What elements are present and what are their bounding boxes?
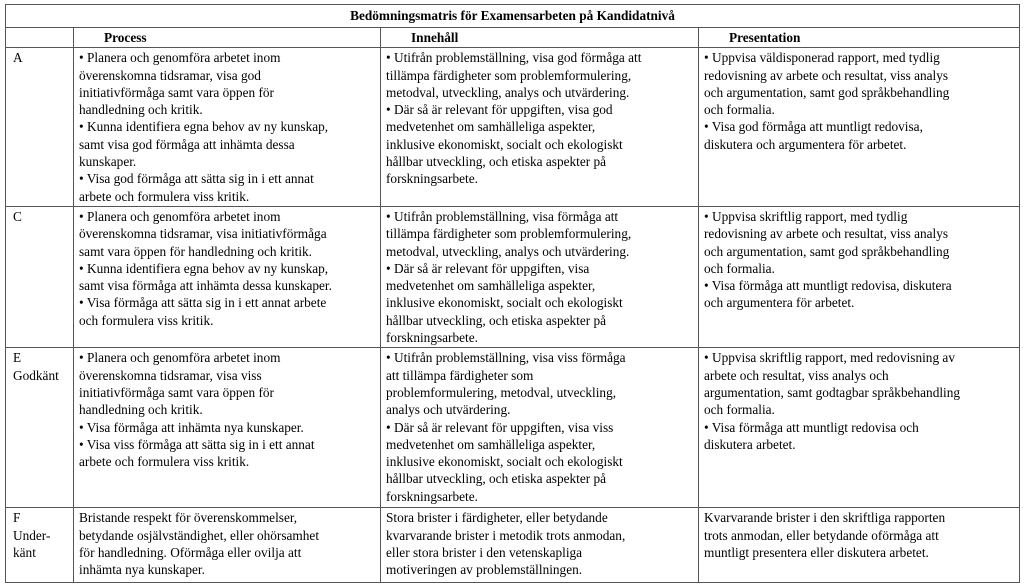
header-grade — [6, 28, 74, 48]
grade-cell — [6, 348, 74, 508]
text-line: • Uppvisa väldisponerad rapport, med tydlig — [704, 50, 940, 66]
text-line: Bristande respekt för överenskommelser, — [79, 510, 298, 526]
text-line: och argumentera för arbetet. — [704, 295, 855, 311]
text-line: forskningsarbete. — [386, 488, 478, 504]
text-line: inklusive ekonomiskt, socialt och ekologiskt — [386, 454, 623, 470]
grade-label: C — [13, 208, 22, 224]
text-line: hållbar utveckling, och etiska aspekter på — [386, 154, 607, 170]
text-line: redovisning av arbete och resultat, viss analys — [704, 67, 949, 83]
text-line: samt visa god förmåga att inhämta dessa — [79, 136, 295, 152]
presentation-cell — [699, 508, 1020, 583]
text-line: • Kunna identifiera egna behov av ny kunskap, — [79, 119, 329, 135]
text-line: Kvarvarande brister i den skriftliga rapporten — [704, 510, 946, 526]
text-line: eller stora brister i den vetenskapliga — [386, 544, 583, 560]
text-line: metodval, utveckling, analys och utvärdering. — [386, 84, 630, 100]
presentation-cell — [699, 48, 1020, 207]
text-line: inklusive ekonomiskt, socialt och ekologiskt — [386, 295, 623, 311]
grade-label: Godkänt — [13, 367, 59, 383]
text-line: • Kunna identifiera egna behov av ny kunskap, — [79, 260, 329, 276]
text-line: och formalia. — [704, 260, 775, 276]
text-line: inklusive ekonomiskt, socialt och ekologiskt — [386, 136, 623, 152]
grade-cell — [6, 48, 74, 207]
text-line: diskutera och argumentera för arbetet. — [704, 136, 907, 152]
text-line: • Utifrån problemställning, visa förmåga att — [386, 208, 619, 224]
grade-cell — [6, 206, 74, 347]
text-line: medvetenhet om samhälleliga aspekter, — [386, 436, 596, 452]
content-cell — [381, 508, 699, 583]
text-line: • Där så är relevant för uppgiften, visa viss — [386, 419, 614, 435]
text-line: samt vara öppen för handledning och kritik. — [79, 243, 313, 259]
text-line: analys och utvärdering. — [386, 402, 511, 418]
text-line: initiativförmåga samt vara öppen för — [79, 384, 274, 400]
process-cell — [74, 48, 381, 207]
process-cell — [74, 206, 381, 347]
text-line: hållbar utveckling, och etiska aspekter på — [386, 471, 607, 487]
text-line: tillämpa färdigheter som problemformulering, — [386, 67, 632, 83]
text-line: samt visa förmåga att inhämta dessa kunskaper. — [79, 278, 332, 294]
text-line: att tillämpa färdigheter som — [386, 367, 534, 383]
text-line: • Uppvisa skriftlig rapport, med redovisning av — [704, 350, 955, 366]
header-process: Process — [74, 28, 381, 48]
text-line: och argumentation, samt god språkbehandling — [704, 84, 950, 100]
text-line: för handledning. Oförmåga eller ovilja att — [79, 544, 302, 560]
text-line: • Visa god förmåga att muntligt redovisa, — [704, 119, 923, 135]
text-line: överenskomna tidsramar, visa god — [79, 67, 261, 83]
table-row-grade-c — [6, 206, 1020, 347]
text-line: motiveringen av problemställningen. — [386, 562, 583, 578]
text-line: kunskaper. — [79, 154, 137, 170]
table-title: Bedömningsmatris för Examensarbeten på Kandidatnivå — [6, 5, 1020, 28]
text-line: metodval, utveckling, analys och utvärdering. — [386, 243, 630, 259]
text-line: • Visa förmåga att muntligt redovisa och — [704, 419, 919, 435]
text-line: • Visa god förmåga att sätta sig in i ett annat — [79, 171, 314, 187]
table-row-grade-f — [6, 508, 1020, 583]
text-line: • Visa förmåga att inhämta nya kunskaper. — [79, 419, 304, 435]
presentation-cell — [699, 348, 1020, 508]
text-line: och formalia. — [704, 102, 775, 118]
content-cell — [381, 206, 699, 347]
text-line: problemformulering, metodval, utveckling, — [386, 384, 617, 400]
grade-label: Under- — [13, 527, 51, 543]
text-line: Stora brister i färdigheter, eller betydande — [386, 510, 608, 526]
text-line: • Utifrån problemställning, visa god förmåga att — [386, 50, 642, 66]
content-cell — [381, 48, 699, 207]
assessment-matrix — [5, 4, 1020, 583]
text-line: forskningsarbete. — [386, 171, 478, 187]
text-line: • Uppvisa skriftlig rapport, med tydlig — [704, 208, 908, 224]
text-line: inhämta nya kunskaper. — [79, 562, 205, 578]
presentation-cell — [699, 206, 1020, 347]
text-line: medvetenhet om samhälleliga aspekter, — [386, 119, 596, 135]
grade-cell — [6, 508, 74, 583]
text-line: • Där så är relevant för uppgiften, visa god — [386, 102, 613, 118]
text-line: handledning och kritik. — [79, 102, 203, 118]
process-cell — [74, 508, 381, 583]
text-line: • Visa viss förmåga att sätta sig in i ett annat — [79, 436, 315, 452]
text-line: och argumentation, samt god språkbehandling — [704, 243, 950, 259]
text-line: arbete och formulera viss kritik. — [79, 454, 250, 470]
process-cell — [74, 348, 381, 508]
text-line: • Utifrån problemställning, visa viss förmåga — [386, 350, 626, 366]
grade-label: E — [13, 350, 22, 366]
table-row-grade-a — [6, 48, 1020, 207]
text-line: • Där så är relevant för uppgiften, visa — [386, 260, 590, 276]
text-line: • Planera och genomföra arbetet inom — [79, 50, 281, 66]
text-line: muntligt presentera eller diskutera arbetet. — [704, 544, 929, 560]
text-line: trots anmodan, eller betydande oförmåga att — [704, 527, 939, 543]
text-line: • Planera och genomföra arbetet inom — [79, 208, 281, 224]
text-line: överenskomna tidsramar, visa initiativförmåga — [79, 226, 327, 242]
text-line: tillämpa färdigheter som problemformulering, — [386, 226, 632, 242]
grade-label: F — [13, 510, 21, 526]
text-line: överenskomna tidsramar, visa viss — [79, 367, 262, 383]
table-row-grade-e — [6, 348, 1020, 508]
text-line: • Planera och genomföra arbetet inom — [79, 350, 281, 366]
text-line: och formalia. — [704, 402, 775, 418]
text-line: kvarvarande brister i metodik trots anmodan, — [386, 527, 626, 543]
text-line: handledning och kritik. — [79, 402, 203, 418]
grade-label: känt — [13, 544, 36, 560]
text-line: forskningsarbete. — [386, 330, 478, 346]
text-line: diskutera arbetet. — [704, 436, 796, 452]
text-line: argumentation, samt godtagbar språkbehandling — [704, 384, 961, 400]
header-presentation: Presentation — [699, 28, 1020, 48]
text-line: arbete och resultat, viss analys och — [704, 367, 889, 383]
text-line: • Visa förmåga att sätta sig in i ett annat arbete — [79, 295, 327, 311]
header-content: Innehåll — [381, 28, 699, 48]
text-line: redovisning av arbete och resultat, viss analys — [704, 226, 949, 242]
text-line: arbete och formulera viss kritik. — [79, 188, 250, 204]
text-line: initiativförmåga samt vara öppen för — [79, 84, 274, 100]
text-line: medvetenhet om samhälleliga aspekter, — [386, 278, 596, 294]
text-line: • Visa förmåga att muntligt redovisa, diskutera — [704, 278, 952, 294]
text-line: och formulera viss kritik. — [79, 312, 214, 328]
grade-label: A — [13, 50, 23, 66]
text-line: hållbar utveckling, och etiska aspekter på — [386, 312, 607, 328]
content-cell — [381, 348, 699, 508]
text-line: betydande osjälvständighet, eller ohörsamhet — [79, 527, 320, 543]
